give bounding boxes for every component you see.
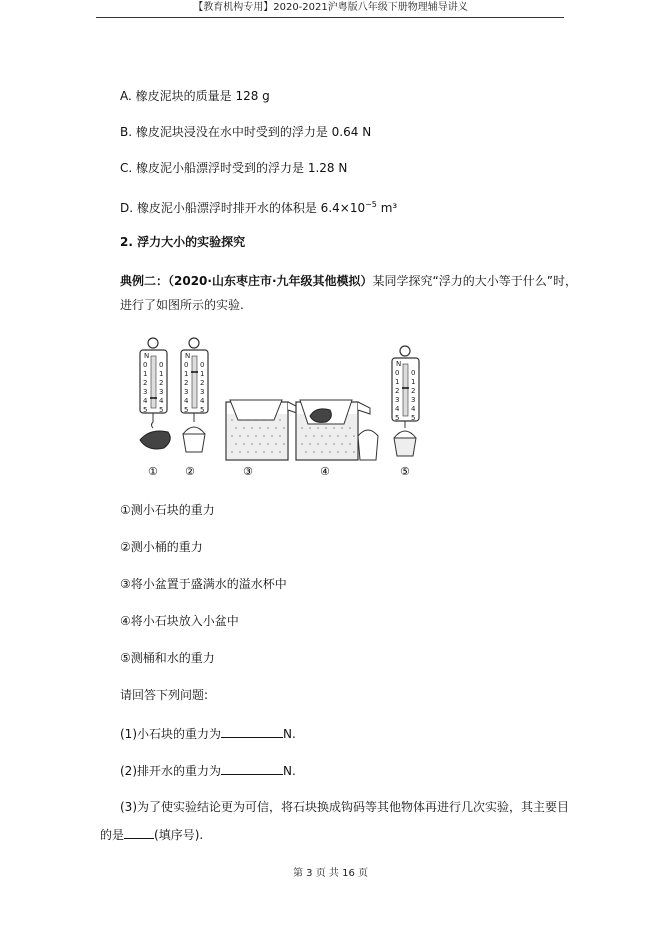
svg-text:3: 3 [200, 388, 205, 396]
example-tag: 典例二：（2020·山东枣庄市·九年级其他模拟） [120, 274, 373, 288]
q3-text: 的是 [100, 828, 125, 842]
svg-text:1: 1 [411, 378, 416, 386]
svg-text:1: 1 [143, 370, 148, 378]
svg-text:4: 4 [143, 397, 148, 405]
page-number: 第 3 页 共 16 页 [293, 868, 368, 879]
option-b: B. 橡皮泥块浸没在水中时受到的浮力是 0.64 N [120, 125, 372, 139]
spring-scale-5 [392, 346, 419, 456]
page-header: 【教育机构专用】2020-2021沪粤版八年级下册物理辅导讲义 [193, 2, 468, 13]
step-2: ②测小桶的重力 [120, 540, 203, 554]
figure-label-3: ③ [243, 465, 253, 478]
step-5: ⑤测桶和水的重力 [120, 651, 215, 665]
svg-text:4: 4 [395, 405, 400, 413]
svg-text:4: 4 [411, 405, 416, 413]
q1-text: (1)小石块的重力为 [120, 727, 221, 741]
q2-answer-blank[interactable] [221, 762, 283, 775]
svg-text:0: 0 [184, 361, 189, 369]
scale-1-unit: N [144, 352, 150, 360]
svg-text:1: 1 [200, 370, 205, 378]
example-text-1: 某同学探究“浮力的大小等于什么”时， [372, 274, 577, 288]
step-1: ①测小石块的重力 [120, 503, 215, 517]
option-d-text: D. 橡皮泥小船漂浮时排开水的体积是 6.4×10 [120, 201, 366, 215]
svg-text:N: N [396, 360, 402, 368]
svg-text:3: 3 [395, 396, 400, 404]
svg-text:2: 2 [159, 379, 164, 387]
bucket-with-water-icon [394, 438, 416, 456]
experiment-figure [128, 336, 428, 484]
svg-text:5: 5 [411, 414, 416, 422]
header-divider [96, 17, 564, 18]
q2-unit: N. [283, 764, 296, 778]
option-d-unit: m³ [376, 201, 398, 215]
step-4: ④将小石块放入小盆中 [120, 614, 239, 628]
q3-answer-blank[interactable] [124, 826, 154, 839]
svg-text:1: 1 [159, 370, 164, 378]
svg-text:2: 2 [200, 379, 205, 387]
svg-text:5: 5 [395, 414, 400, 422]
figure-label-5: ⑤ [400, 465, 410, 478]
svg-text:0: 0 [200, 361, 205, 369]
svg-text:0: 0 [143, 361, 148, 369]
svg-text:5: 5 [184, 406, 189, 414]
section-title: 2. 浮力大小的实验探究 [120, 235, 246, 249]
overflow-cup-3 [226, 400, 300, 460]
svg-text:4: 4 [200, 397, 205, 405]
option-d [120, 197, 397, 216]
svg-text:2: 2 [411, 387, 416, 395]
option-c: C. 橡皮泥小船漂浮时受到的浮力是 1.28 N [120, 161, 348, 175]
svg-text:2: 2 [395, 387, 400, 395]
spring-scale-1 [140, 338, 167, 428]
q1-answer-blank[interactable] [221, 725, 283, 738]
basin-icon [230, 400, 282, 420]
svg-text:0: 0 [159, 361, 164, 369]
question-2 [120, 762, 296, 779]
svg-text:3: 3 [411, 396, 416, 404]
question-1 [120, 725, 296, 742]
figure-label-4: ④ [320, 465, 330, 478]
svg-text:4: 4 [184, 397, 189, 405]
question-prompt: 请回答下列问题: [120, 688, 209, 702]
step-3: ③将小盆置于盛满水的溢水杯中 [120, 577, 287, 591]
question-3-line-1: (3)为了使实验结论更为可信，将石块换成钩码等其他物体再进行几次实验，其主要目 [120, 800, 570, 814]
figure-label-1: ① [148, 465, 158, 478]
svg-text:1: 1 [184, 370, 189, 378]
q3-suffix: (填序号). [154, 828, 204, 842]
example-line-1 [120, 273, 577, 289]
svg-text:5: 5 [159, 406, 164, 414]
svg-text:1: 1 [395, 378, 400, 386]
svg-text:4: 4 [159, 397, 164, 405]
svg-text:5: 5 [143, 406, 148, 414]
svg-text:0: 0 [411, 369, 416, 377]
svg-text:0: 0 [395, 369, 400, 377]
small-bucket-icon [358, 430, 378, 460]
question-3-line-2 [100, 826, 203, 843]
figure-label-2: ② [185, 465, 195, 478]
spring-scale-2 [181, 338, 208, 452]
svg-text:2: 2 [143, 379, 148, 387]
svg-text:2: 2 [184, 379, 189, 387]
q1-unit: N. [283, 727, 296, 741]
option-a: A. 橡皮泥块的质量是 128 g [120, 89, 270, 103]
stone-icon [140, 431, 170, 449]
option-d-exponent: −5 [365, 200, 377, 209]
svg-text:3: 3 [143, 388, 148, 396]
example-line-2: 进行了如图所示的实验. [120, 298, 244, 312]
svg-text:N: N [185, 352, 191, 360]
bucket-icon [183, 434, 205, 452]
svg-text:3: 3 [184, 388, 189, 396]
q2-text: (2)排开水的重力为 [120, 764, 221, 778]
svg-text:3: 3 [159, 388, 164, 396]
svg-text:5: 5 [200, 406, 205, 414]
